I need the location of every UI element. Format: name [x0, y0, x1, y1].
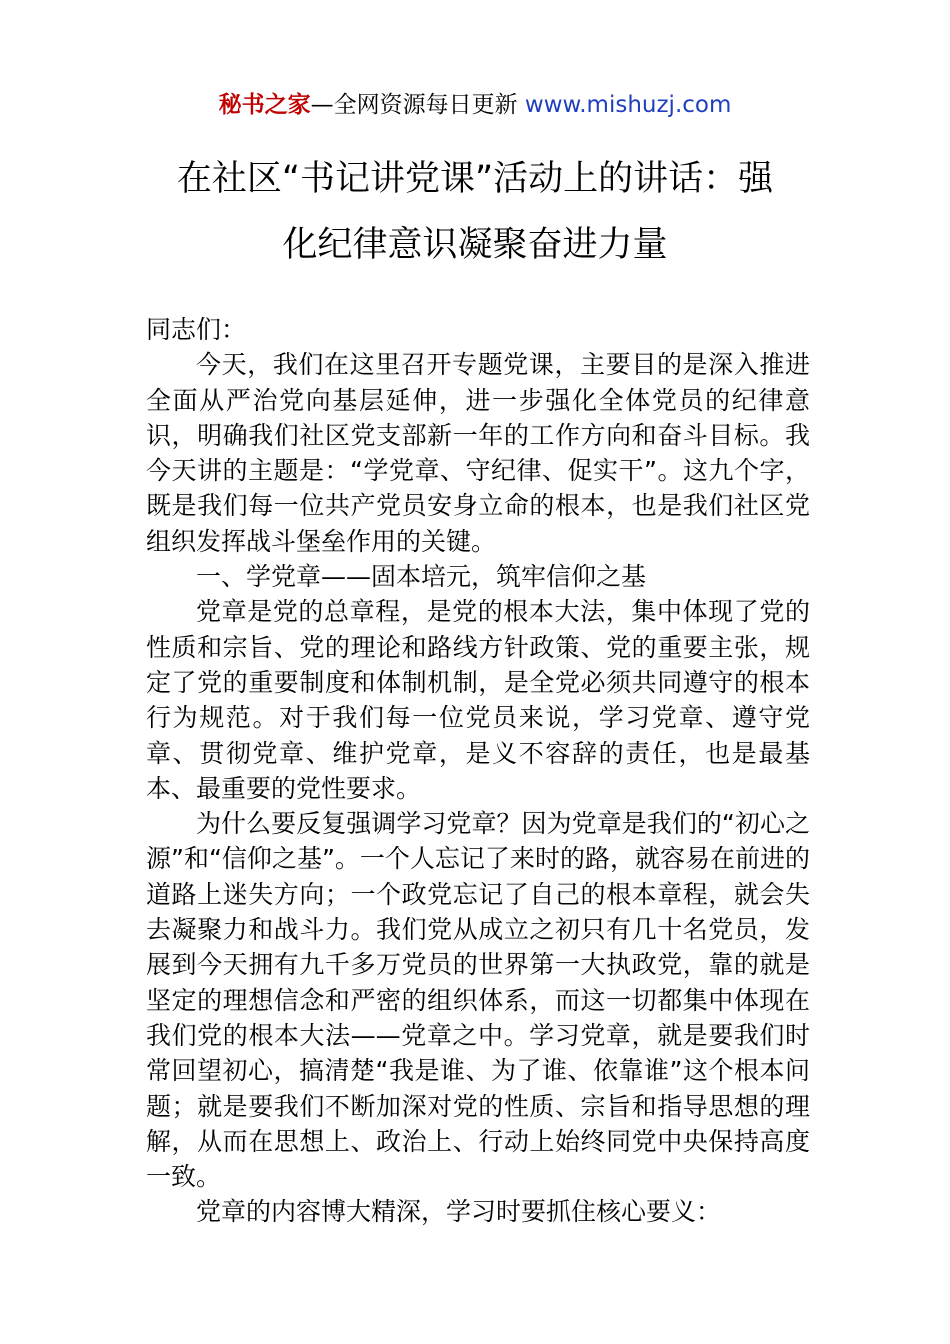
salutation: 同志们： — [146, 315, 247, 344]
site-url-link[interactable]: www.mishuzj.com — [524, 92, 732, 118]
brand-name: 秘书之家 — [218, 92, 311, 118]
document-body — [146, 312, 810, 1230]
paragraph: 党章是党的总章程，是党的根本大法，集中体现了党的性质和宗旨、党的理论和路线方针政策、党的重要主张，规定了党的重要制度和体制机制，是全党必须共同遵守的根本行为规范。对于我们每一位党员来说，学习党章、遵守党章、贯彻党章、维护党章，是义不容辞的责任，也是最基本、最重要的党性要求。 — [146, 597, 810, 803]
paragraph: 今天，我们在这里召开专题党课，主要目的是深入推进全面从严治党向基层延伸，进一步强化全体党员的纪律意识，明确我们社区党支部新一年的工作方向和奋斗目标。我今天讲的主题是：“学党章、守纪律、促实干”。这九个字，既是我们每一位共产党员安身立命的根本，也是我们社区党组织发挥战斗堡垒作用的关键。 — [146, 350, 810, 556]
section-heading: 一、学党章——固本培元，筑牢信仰之基 — [196, 562, 647, 592]
paragraph: 为什么要反复强调学习党章？因为党章是我们的“初心之源”和“信仰之基”。一个人忘记了来时的路，就容易在前进的道路上迷失方向；一个政党忘记了自己的根本章程，就会失去凝聚力和战斗力。我们党从成立之初只有几十名党员，发展到今天拥有九千多万党员的世界第一大执政党，靠的就是坚定的理想信念和严密的组织体系，而这一切都集中体现在我们党的根本大法——党章之中。学习党章，就是要我们时常回望初心，搞清楚“我是谁、为了谁、依靠谁”这个根本问题；就是要我们不断加深对党的性质、宗旨和指导思想的理解，从而在思想上、政治上、行动上始终同党中央保持高度一致。 — [146, 809, 810, 1192]
title-line-1: 在社区“书记讲党课”活动上的讲话：强 — [176, 159, 774, 199]
header-tagline: —全网资源每日更新 — [310, 92, 518, 118]
paragraph: 党章的内容博大精深，学习时要抓住核心要义： — [196, 1197, 722, 1227]
title-line-2: 化纪律意识凝聚奋进力量 — [282, 225, 668, 265]
site-header — [0, 88, 950, 122]
document-title — [120, 146, 830, 278]
